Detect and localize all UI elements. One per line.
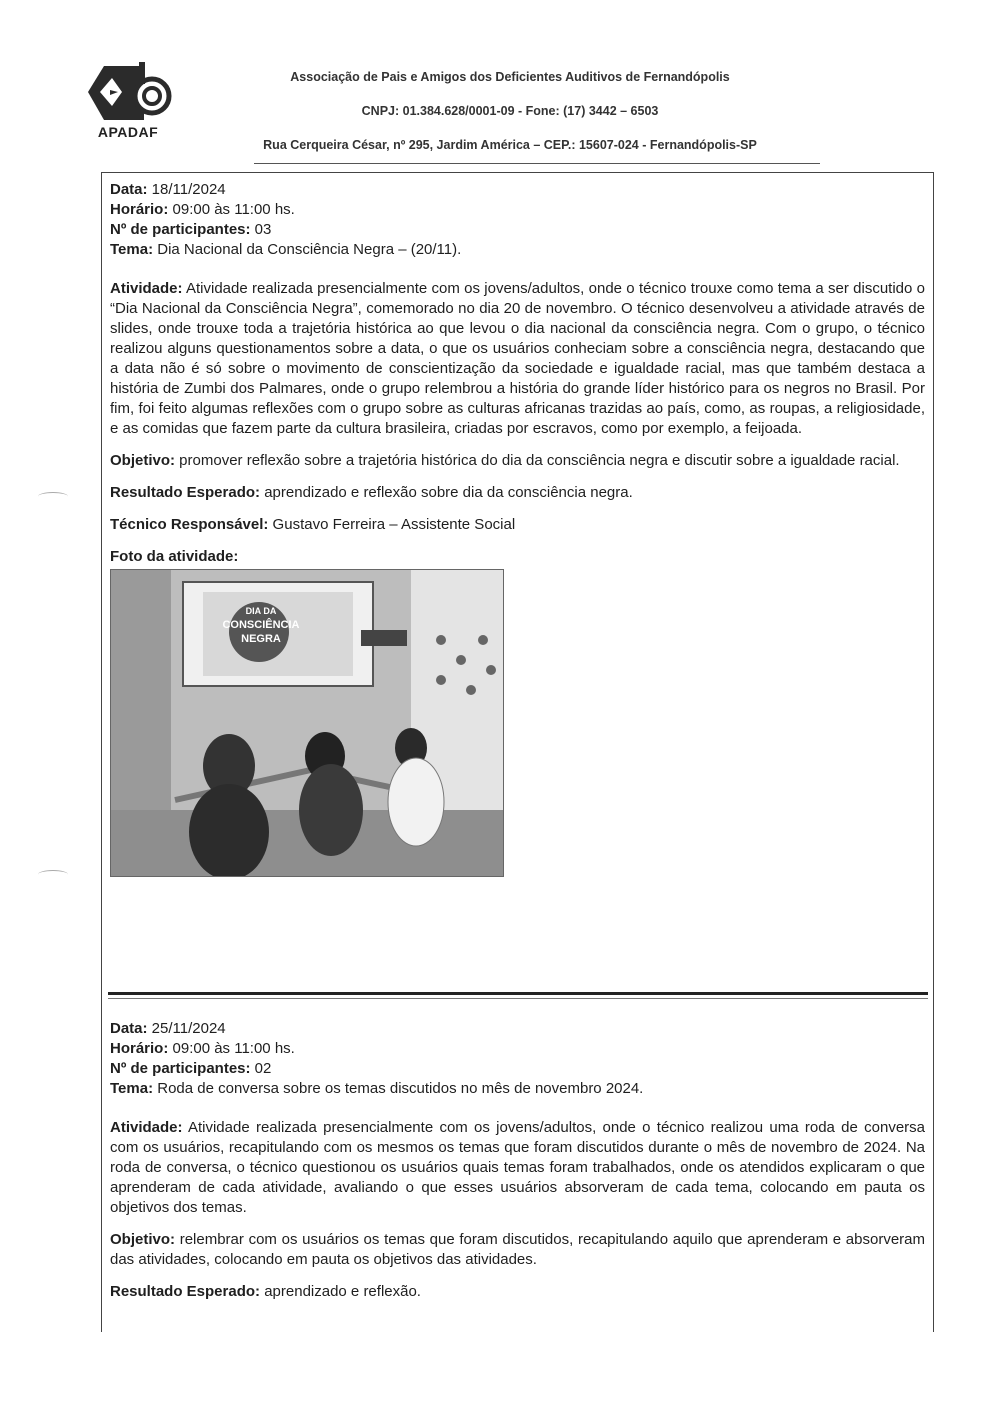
svg-text:NEGRA: NEGRA — [241, 633, 281, 645]
theme-line: Tema: Dia Nacional da Consciência Negra – (20/11). — [110, 241, 462, 258]
date-line: Data: 25/11/2024 — [110, 1020, 226, 1037]
time-line: Horário: 09:00 às 11:00 hs. — [110, 1040, 295, 1057]
objective: Objetivo: relembrar com os usuários os temas que foram discutidos, recapitulando aquilo que aprenderam e absorveram das atividades, colocando em pauta os objetivos das atividades. — [110, 1231, 925, 1268]
activity-record — [110, 180, 925, 877]
svg-text:CONSCIÊNCIA: CONSCIÊNCIA — [222, 619, 300, 631]
section-divider — [108, 992, 928, 995]
responsible-technician: Técnico Responsável: Gustavo Ferreira – Assistente Social — [110, 516, 516, 533]
svg-text:DIA DA: DIA DA — [245, 606, 277, 616]
objective: Objetivo: promover reflexão sobre a trajetória histórica do dia da consciência negra e discutir sobre a igualdade racial. — [110, 452, 900, 469]
apadaf-logo — [82, 62, 174, 142]
participants-line: Nº de participantes: 02 — [110, 1060, 272, 1077]
scan-mark — [38, 492, 68, 501]
theme-line: Tema: Roda de conversa sobre os temas discutidos no mês de novembro 2024. — [110, 1080, 644, 1097]
letterhead — [0, 0, 992, 170]
expected-result: Resultado Esperado: aprendizado e reflexão. — [110, 1283, 421, 1300]
activity-record — [110, 1019, 925, 1302]
participants-line: Nº de participantes: 03 — [110, 221, 272, 238]
org-name: Associação de Pais e Amigos dos Deficientes Auditivos de Fernandópolis — [290, 70, 730, 84]
time-line: Horário: 09:00 às 11:00 hs. — [110, 201, 295, 218]
date-line: Data: 18/11/2024 — [110, 181, 226, 198]
section-divider-thin — [108, 998, 928, 999]
activity-description: Atividade: Atividade realizada presencialmente com os jovens/adultos, onde o técnico realizou uma roda de conversa com os usuários, recapitulando com os mesmos os temas que foram discutidos durante o mês de novembro de 2024. Na roda de conversa, o técnico questionou os usuários quais temas foram trabalhados, onde os atendidos explicaram o que aprenderam de cada atividade, avaliando o que esses usuários absorveram de cada tema, colocando em pauta os objetivos dos temas. — [110, 1119, 925, 1216]
header-rule — [254, 163, 820, 164]
cnpj-phone: CNPJ: 01.384.628/0001-09 - Fone: (17) 3442 – 6503 — [361, 104, 659, 118]
ear-logo-icon — [82, 62, 174, 124]
classroom-photo-icon — [111, 570, 503, 876]
logo-text: APADAF — [97, 124, 159, 140]
expected-result: Resultado Esperado: aprendizado e reflexão sobre dia da consciência negra. — [110, 484, 633, 501]
activity-description: Atividade: Atividade realizada presencialmente com os jovens/adultos, onde o técnico trouxe como tema a ser discutido o “Dia Nacional da Consciência Negra”, comemorado no dia 20 de novembro. O técnico desenvolveu a atividade através de slides, onde trouxe toda a trajetória histórica ao que levou o dia nacional da consciência negra. Com o grupo, o técnico realizou alguns questionamentos sobre a data, o que os usuários conheciam sobre a consciência negra, destacando que a data não é só sobre o movimento de conscientização da sociedade e igualdade racial, mas que também destaca a história de Zumbi dos Palmares, onde o grupo relembrou a história do grande líder histórico para os negros no Brasil. Por fim, foi feito algumas reflexões com o grupo sobre as culturas africanas trazidas ao país, como, as roupas, a religiosidade, e as comidas que fazem parte da cultura brasileira, criadas por escravos, como por exemplo, a feijoada. — [110, 280, 925, 437]
address: Rua Cerqueira César, nº 295, Jardim América – CEP.: 15607-024 - Fernandópolis-SP — [263, 138, 757, 152]
activity-photo — [110, 569, 504, 877]
scan-mark — [38, 870, 68, 879]
photo-caption: Foto da atividade: — [110, 548, 239, 565]
